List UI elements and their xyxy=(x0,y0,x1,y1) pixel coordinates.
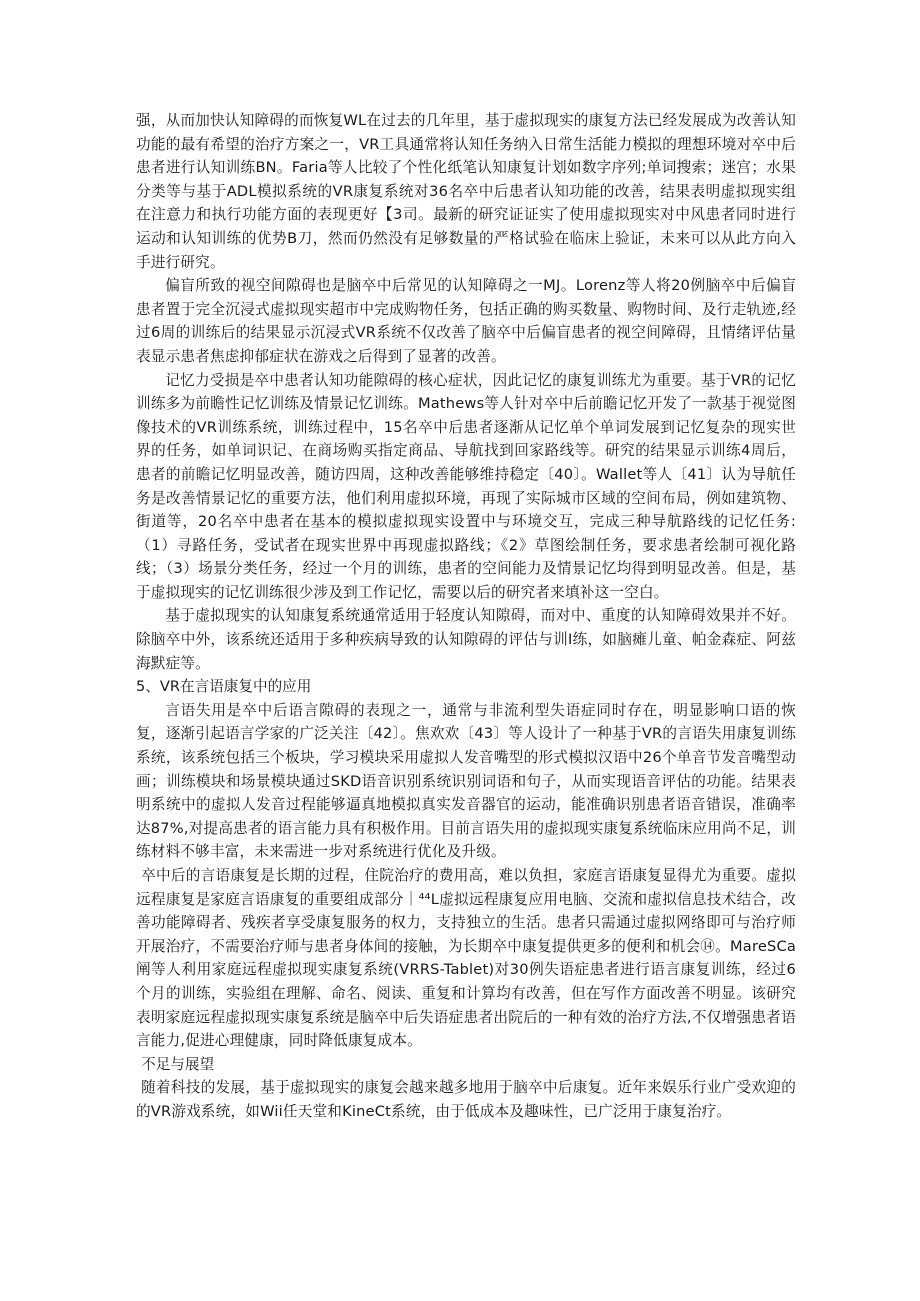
paragraph-cognitive-scope: 基于虚拟现实的认知康复系统通常适用于轻度认知隙碍，而对中、重度的认知障碍效果并不好。除脑卒中外，该系统还适用于多种疾病导致的认知隙碍的评估与训I练，如脑瘫儿童、帕金森症、阿兹海默症等。 xyxy=(136,607,796,672)
section-heading-outlook: 不足与展望 xyxy=(141,1055,215,1073)
section-heading-speech-rehab: 5、VR在言语康复中的应用 xyxy=(136,678,312,696)
paragraph-outlook: 随着科技的发展，基于虚拟现实的康复会越来越多地用于脑卒中后康复。近年来娱乐行业广受欢迎的的VR游戏系统，如Wii任天堂和KineCt系统，由于低成本及趣味性，已广泛用于康复治疗。 xyxy=(136,1079,796,1120)
paragraph-apraxia: 言语失用是卒中后语言隙碍的表现之一，通常与非流利型失语症同时存在，明显影响口语的恢复，逐渐引起语言学家的广泛关注〔42〕。焦欢欢〔43〕等人设计了一种基于VR的言语失用康复训练系统，该系统包括三个板块，学习模块采用虚拟人发音嘴型的形式模拟汉语中26个单音节发音嘴型动画；训练模块和场景模块通过SKD语音识别系统识别词语和句子，从而实现语音评估的功能。结果表明系统中的虚拟人发音过程能够逼真地模拟真实发音器官的运动，能准确识别患者语音错误，准确率达87%,对提高患者的语言能力具有积极作用。目前言语失用的虚拟现实康复系统临床应用尚不足，训练材料不够丰富，未来需进一步对系统进行优化及升级。 xyxy=(136,701,796,861)
paragraph-telerehab: 卒中后的言语康复是长期的过程，住院治疗的费用高，难以负担，家庭言语康复显得尤为重要。虚拟远程康复是家庭言语康复的重要组成部分｜⁴⁴L虚拟远程康复应用电脑、交流和虚拟信息技术结合，改善功能障碍者、残疾者享受康复服务的权力，支持独立的生活。患者只需通过虚拟网络即可与治疗师开展治疗，不需要治疗师与患者身体间的接触，为长期卒中康复提供更多的便利和机会⑭。MareSCa阐等人利用家庭远程虚拟现实康复系统(VRRS-Tablet)对30例失语症患者进行语言康复训练，经过6个月的训练，实验组在理解、命名、阅读、重复和计算均有改善，但在写作方面改善不明显。该研究表明家庭远程虚拟现实康复系统是脑卒中后失语症患者出院后的一种有效的治疗方法,不仅增强患者语言能力,促进心理健康，同时降低康复成本。 xyxy=(136,867,796,1050)
paragraph-memory-training: 记忆力受损是卒中患者认知功能隙碍的核心症状，因此记忆的康复训练尤为重要。基于VR的记忆训练多为前瞻性记忆训练及情景记忆训练。Mathews等人针对卒中后前瞻记忆开发了一款基于视觉图像技术的VR训练系统，训练过程中，15名卒中后患者逐渐从记忆单个单词发展到记忆复杂的现实世界的任务，如单词识记、在商场购买指定商品、导航找到回家路线等。研究的结果显示训练4周后，患者的前瞻记忆明显改善，随访四周，这种改善能够维持稳定〔40〕。Wallet等人〔41〕认为导航任务是改善情景记忆的重要方法，他们利用虚拟环境，再现了实际城市区域的空间布局，例如建筑物、街道等，20名卒中患者在基本的模拟虚拟现实设置中与环境交互，完成三种导航路线的记忆任务:（1）寻路任务，受试者在现实世界中再现虚拟路线；《2》草图绘制任务，要求患者绘制可视化路线；（3）场景分类任务，经过一个月的训练，患者的空间能力及情景记忆均得到明显改善。但是，基于虚拟现实的记忆训练很少涉及到工作记忆，需要以后的研究者来填补这一空白。 xyxy=(136,371,796,601)
paragraph-hemianopia: 偏盲所致的视空间隙碍也是脑卒中后常见的认知障碍之一MJ。Lorenz等人将20例脑卒中后偏盲患者置于完全沉浸式虚拟现实超市中完成购物任务，包括正确的购买数量、购物时间、及行走轨迹,经过6周的训练后的结果显示沉浸式VR系统不仅改善了脑卒中后偏盲患者的视空间障碍，且情绪评估量表显示患者焦虑抑郁症状在游戏之后得到了显著的改善。 xyxy=(136,277,796,365)
paragraph-cognitive-vr: 强，从而加快认知障碍的而恢复WL在过去的几年里，基于虚拟现实的康复方法已经发展成为改善认知功能的最有希望的治疗方案之一，VR工具通常将认知任务纳入日常生活能力模拟的理想环境对卒中后患者进行认知训练BN。Faria等人比较了个性化纸笔认知康复计划如数字序列;单词搜索；迷宫；水果分类等与基于ADL模拟系统的VR康复系统对36名卒中后患者认知功能的改善，结果表明虚拟现实组在注意力和执行功能方面的表现更好【3司。最新的研究证证实了使用虚拟现实对中风患者同时进行运动和认知训练的优势B刀，然而仍然没有足够数量的严格试验在临床上验证，未来可以从此方向入手进行研究。 xyxy=(136,112,796,271)
document-page xyxy=(136,109,796,1124)
